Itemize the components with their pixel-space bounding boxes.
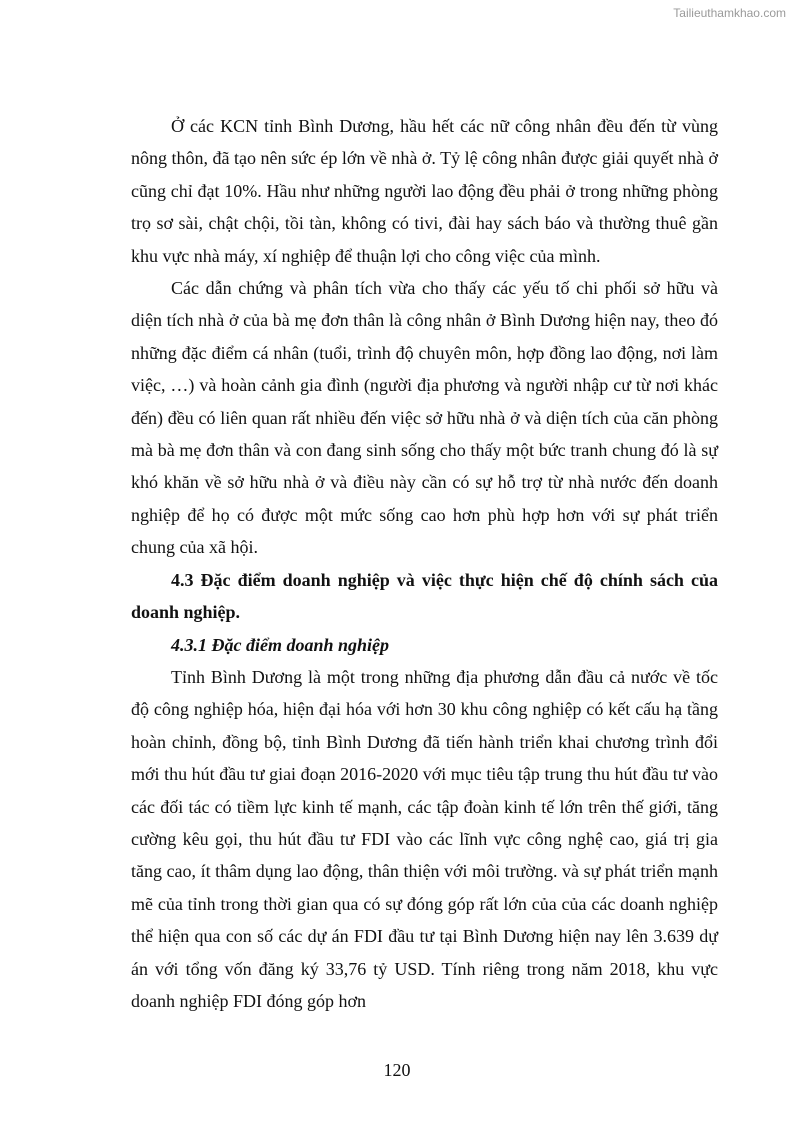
section-heading-4-3: 4.3 Đặc điểm doanh nghiệp và việc thực hiện chế độ chính sách của doanh nghiệp. xyxy=(131,569,718,623)
paragraph-enterprise-characteristics: Tỉnh Bình Dương là một trong những địa phương dẫn đầu cả nước về tốc độ công nghiệp hóa, hiện đại hóa với hơn 30 khu công nghiệp có kết cấu hạ tầng hoàn chỉnh, đồng bộ, tỉnh Bình Dương đã tiến hành triển khai chương trình đổi mới thu hút đầu tư giai đoạn 2016-2020 với mục tiêu tập trung thu hút đầu tư vào các đối tác có tiềm lực kinh tế mạnh, các tập đoàn kinh tế lớn trên thế giới, tăng cường kêu gọi, thu hút đầu tư FDI vào các lĩnh vực công nghệ cao, giá trị gia tăng cao, ít thâm dụng lao động, thân thiện với môi trường. và sự phát triển mạnh mẽ của tỉnh trong thời gian qua có sự đóng góp rất lớn của của các doanh nghiệp thể hiện qua con số các dự án FDI đầu tư tại Bình Dương hiện nay lên 3.639 dự án với tổng vốn đăng ký 33,76 tỷ USD. Tính riêng trong năm 2018, khu vực doanh nghiệp FDI đóng góp hơn xyxy=(131,666,718,1011)
watermark: Tailieuthamkhao.com xyxy=(673,6,786,20)
page-body xyxy=(131,110,718,1017)
paragraph-housing-analysis: Các dẫn chứng và phân tích vừa cho thấy các yếu tố chi phối sở hữu và diện tích nhà ở của bà mẹ đơn thân là công nhân ở Bình Dương hiện nay, theo đó những đặc điểm cá nhân (tuổi, trình độ chuyên môn, hợp đồng lao động, nơi làm việc, …) và hoàn cảnh gia đình (người địa phương và người nhập cư từ nơi khác đến) đều có liên quan rất nhiều đến việc sở hữu nhà ở và diện tích của căn phòng mà bà mẹ đơn thân và con đang sinh sống cho thấy một bức tranh chung đó là sự khó khăn về sở hữu nhà ở và điều này cần có sự hỗ trợ từ nhà nước đến doanh nghiệp để họ có được một mức sống cao hơn phù hợp hơn với sự phát triển chung của xã hội. xyxy=(131,278,718,558)
paragraph-housing-pressure: Ở các KCN tỉnh Bình Dương, hầu hết các nữ công nhân đều đến từ vùng nông thôn, đã tạo nên sức ép lớn về nhà ở. Tỷ lệ công nhân được giải quyết nhà ở cũng chỉ đạt 10%. Hầu như những người lao động đều phải ở trong những phòng trọ sơ sài, chật chội, tồi tàn, không có tivi, đài hay sách báo và thường thuê gần khu vực nhà máy, xí nghiệp để thuận lợi cho công việc của mình. xyxy=(131,116,718,266)
subsection-heading-4-3-1: 4.3.1 Đặc điểm doanh nghiệp xyxy=(171,634,390,655)
page-number: 120 xyxy=(383,1060,411,1080)
